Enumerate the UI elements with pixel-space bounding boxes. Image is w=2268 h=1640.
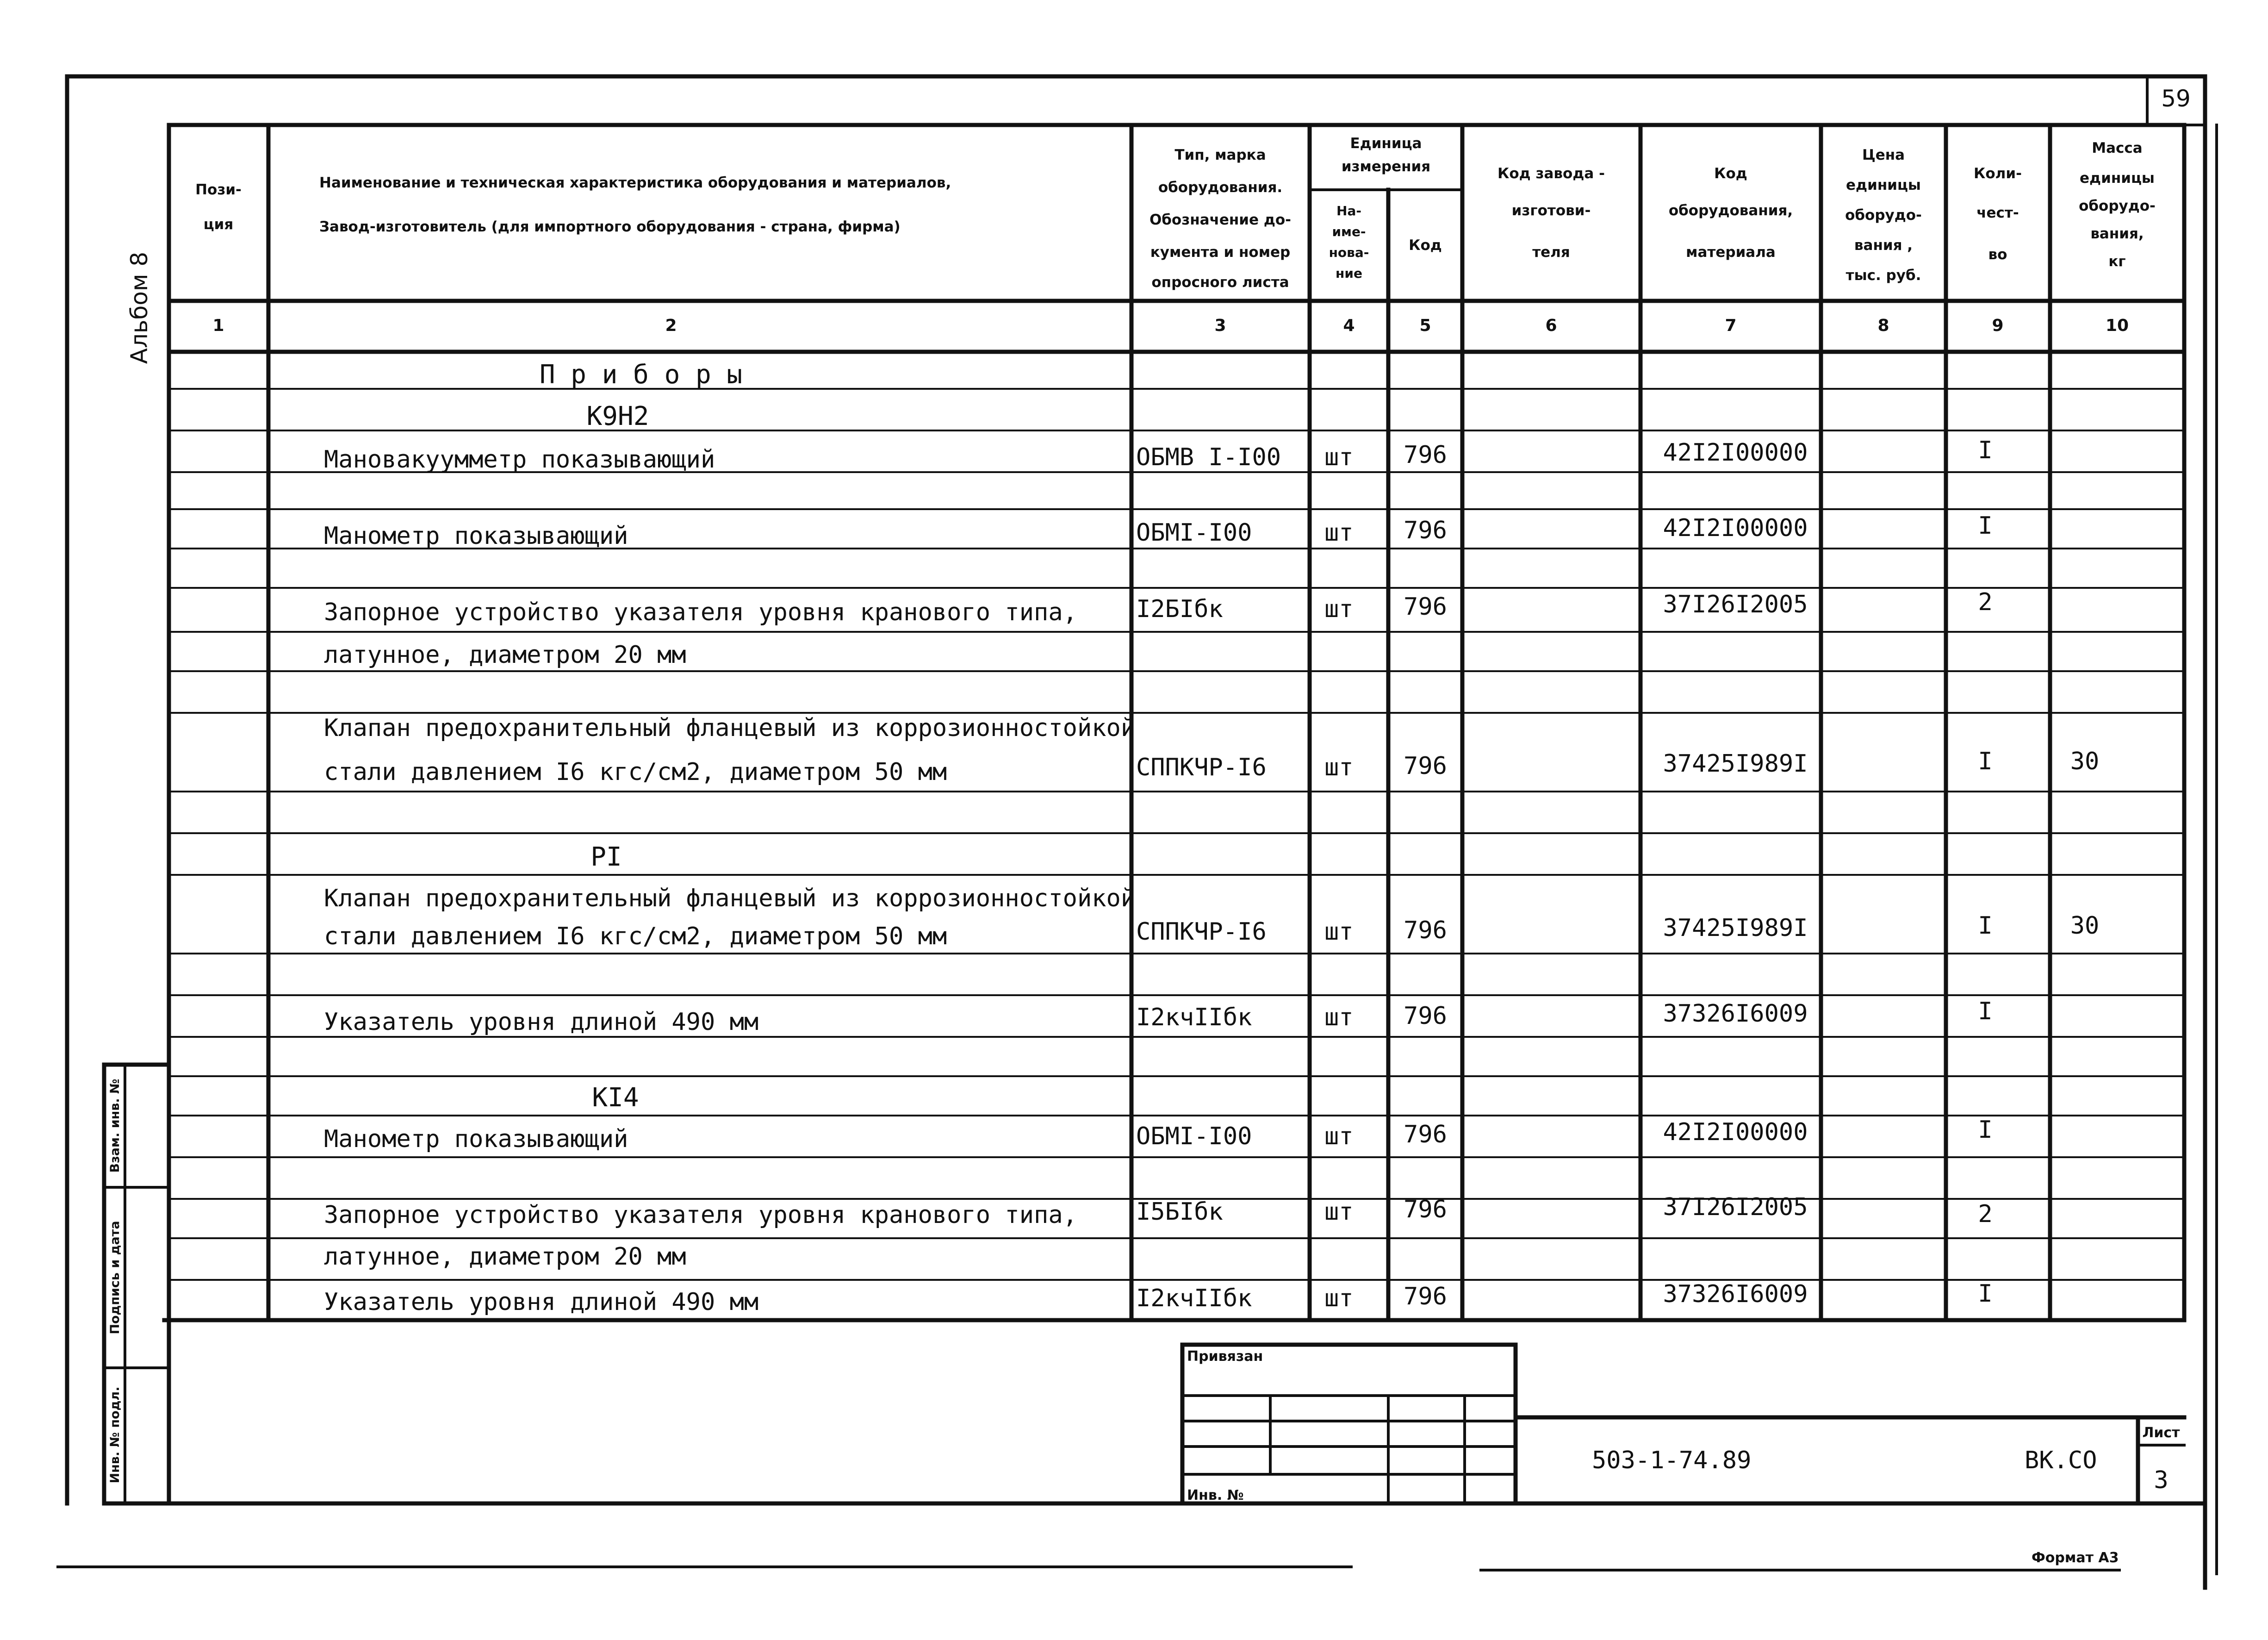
item-type: ОБМI-I00 — [1136, 519, 1252, 547]
item-unit: шт — [1324, 595, 1354, 623]
header-col2-line2: Завод-изготовитель (для импортного оборудования - страна, фирма) — [319, 218, 901, 235]
header-col4-line3: нова- — [1329, 245, 1369, 260]
item-type: I2кчIIбк — [1136, 1285, 1252, 1312]
doc-mark: ВК.СО — [2025, 1447, 2097, 1474]
header-col9-line2: чест- — [1976, 205, 2019, 221]
col-number-2: 2 — [665, 316, 677, 335]
header-col8-line3: оборудо- — [1845, 207, 1922, 224]
item-name: Запорное устройство указателя уровня кранового типа, — [324, 1201, 1077, 1229]
header-col10-line4: вания, — [2090, 225, 2144, 242]
item-type: СППКЧР-I6 — [1136, 754, 1267, 781]
header-col8-line1: Цена — [1862, 147, 1905, 163]
header-col8-line2: единицы — [1846, 177, 1921, 193]
section-heading: П р и б о р ы — [539, 360, 743, 390]
header-unit-group-line1: Единица — [1350, 135, 1422, 152]
item-type: ОБМI-I00 — [1136, 1122, 1252, 1150]
item-quantity: I — [1978, 998, 1993, 1025]
item-unit: шт — [1324, 443, 1354, 471]
header-col3-line1: Тип, марка — [1174, 147, 1266, 163]
header-col7-line2: оборудования, — [1668, 202, 1793, 219]
item-quantity: I — [1978, 1116, 1993, 1144]
col-number-8: 8 — [1877, 316, 1889, 335]
item-equipment-code: 42I2I00000 — [1663, 514, 1808, 542]
item-unit: шт — [1324, 1122, 1354, 1150]
table-row — [324, 998, 1993, 1036]
item-quantity: I — [1978, 748, 1993, 775]
item-unit-code: 796 — [1404, 917, 1447, 944]
item-equipment-code: 37425I989I — [1663, 750, 1808, 778]
col-number-4: 4 — [1343, 316, 1355, 335]
item-name: Запорное устройство указателя уровня кранового типа, — [324, 599, 1077, 626]
item-name: Указатель уровня длиной 490 мм — [324, 1288, 759, 1316]
header-col7-line3: материала — [1686, 244, 1776, 261]
header-col4-line4: ние — [1336, 266, 1362, 281]
header-col6-line3: теля — [1532, 244, 1570, 261]
page-number-box — [2147, 76, 2205, 125]
header-col9-line3: во — [1988, 246, 2007, 263]
header-col4-line2: име- — [1332, 224, 1366, 239]
col-number-9: 9 — [1992, 316, 2004, 335]
item-unit-code: 796 — [1404, 517, 1447, 544]
page-number: 59 — [2161, 85, 2191, 112]
item-equipment-code: 37326I6009 — [1663, 1280, 1808, 1308]
col-number-3: 3 — [1214, 316, 1226, 335]
header-col10-line1: Масса — [2092, 140, 2143, 156]
item-name: Клапан предохранительный фланцевый из коррозионностойкой — [324, 885, 1136, 912]
header-col5: Код — [1409, 237, 1442, 254]
item-equipment-code: 42I2I00000 — [1663, 439, 1808, 467]
item-unit: шт — [1324, 1285, 1354, 1312]
header-col3-line4: кумента и номер — [1150, 244, 1291, 261]
item-name: Указатель уровня длиной 490 мм — [324, 1008, 759, 1036]
header-col10-line3: оборудо- — [2079, 198, 2156, 214]
item-mass: 30 — [2070, 912, 2100, 940]
table-row — [324, 885, 2099, 950]
item-unit-code: 796 — [1404, 1283, 1447, 1310]
header-col2-line1: Наименование и техническая характеристика оборудования и материалов, — [319, 175, 951, 191]
header-col6-line2: изготови- — [1511, 202, 1591, 219]
header-col4-line1: На- — [1336, 203, 1361, 218]
item-quantity: I — [1978, 512, 1993, 540]
item-equipment-code: 37326I6009 — [1663, 1000, 1808, 1028]
item-unit-code: 796 — [1404, 752, 1447, 780]
header-col3-line5: опросного листа — [1151, 274, 1289, 291]
doc-code: 503-1-74.89 — [1592, 1447, 1752, 1474]
album-label: Альбом 8 — [126, 251, 153, 364]
stamp-inv-no: Инв. № — [1187, 1487, 1244, 1503]
section-heading: КI4 — [592, 1083, 639, 1113]
item-mass: 30 — [2070, 748, 2100, 775]
col-number-5: 5 — [1419, 316, 1431, 335]
header-col8-line4: вания , — [1854, 237, 1913, 254]
header-col8-line5: тыс. руб. — [1845, 267, 1921, 284]
format-label: Формат А3 — [2032, 1550, 2119, 1566]
item-name: стали давлением I6 кгс/см2, диаметром 50 мм — [324, 923, 947, 950]
item-type: I5БIбк — [1136, 1198, 1223, 1226]
item-unit: шт — [1324, 1198, 1354, 1226]
header-col1-line2: ция — [203, 216, 234, 233]
item-unit-code: 796 — [1404, 1121, 1447, 1148]
item-unit: шт — [1324, 754, 1354, 781]
item-quantity: I — [1978, 437, 1993, 464]
header-unit-group-line2: измерения — [1341, 158, 1431, 175]
item-unit: шт — [1324, 519, 1354, 547]
table-row — [324, 1193, 1993, 1271]
col-number-7: 7 — [1725, 316, 1737, 335]
item-type: СППКЧР-I6 — [1136, 918, 1267, 946]
item-quantity: I — [1978, 912, 1993, 940]
header-col7-line1: Код — [1714, 165, 1747, 182]
item-name: Манометр показывающий — [324, 1125, 628, 1153]
header-col9-line1: Коли- — [1974, 165, 2022, 182]
table-row — [324, 512, 1993, 550]
item-quantity: 2 — [1978, 588, 1993, 616]
item-name: Клапан предохранительный фланцевый из коррозионностойкой — [324, 714, 1136, 742]
header-col10-line2: единицы — [2080, 170, 2155, 187]
outer-frame — [58, 76, 2217, 1588]
title-block — [1182, 1345, 2184, 1503]
item-name: латунное, диаметром 20 мм — [324, 641, 686, 669]
table-row — [324, 437, 1993, 474]
col-number-6: 6 — [1545, 316, 1557, 335]
header-col3-line2: оборудования. — [1158, 179, 1283, 196]
item-name: латунное, диаметром 20 мм — [324, 1243, 686, 1271]
item-equipment-code: 42I2I00000 — [1663, 1118, 1808, 1146]
item-equipment-code: 37I26I2005 — [1663, 591, 1808, 618]
header-col3-line3: Обозначение до- — [1149, 212, 1292, 228]
item-type: I2кчIIбк — [1136, 1004, 1252, 1031]
item-name: Мановакуумметр показывающий — [324, 446, 715, 474]
item-unit-code: 796 — [1404, 441, 1447, 469]
item-equipment-code: 37425I989I — [1663, 914, 1808, 942]
item-type: I2БIбк — [1136, 595, 1223, 623]
side-label-vzam: Взам. инв. № — [108, 1079, 122, 1173]
item-quantity: 2 — [1978, 1200, 1993, 1228]
table-header — [195, 135, 2156, 335]
item-unit-code: 796 — [1404, 1196, 1447, 1223]
item-unit: шт — [1324, 1004, 1354, 1031]
col-number-10: 10 — [2105, 316, 2129, 335]
table-row — [324, 1280, 1993, 1316]
side-label-podpis: Подпись и дата — [108, 1221, 122, 1334]
header-col1-line1: Пози- — [195, 181, 242, 198]
side-label-inv: Инв. № подл. — [108, 1386, 122, 1484]
item-unit-code: 796 — [1404, 593, 1447, 621]
item-quantity: I — [1978, 1280, 1993, 1308]
sheet-label: Лист — [2142, 1425, 2180, 1441]
sheet-number: 3 — [2154, 1466, 2169, 1494]
binding-strip — [104, 1065, 169, 1503]
item-unit: шт — [1324, 918, 1354, 946]
header-col6-line1: Код завода - — [1498, 165, 1605, 182]
table-row — [324, 1116, 1993, 1153]
section-heading: PI — [590, 842, 622, 872]
item-type: ОБМВ I-I00 — [1136, 443, 1281, 471]
item-name: Манометр показывающий — [324, 522, 628, 550]
stamp-privyazan: Привязан — [1187, 1348, 1263, 1365]
table-row — [324, 588, 1993, 669]
item-equipment-code: 37I26I2005 — [1663, 1193, 1808, 1221]
header-col10-line5: кг — [2108, 253, 2126, 270]
item-unit-code: 796 — [1404, 1002, 1447, 1030]
table-row — [324, 714, 2099, 786]
col-number-1: 1 — [212, 316, 224, 335]
section-heading: К9Н2 — [586, 401, 649, 431]
item-name: стали давлением I6 кгс/см2, диаметром 50 мм — [324, 758, 947, 786]
